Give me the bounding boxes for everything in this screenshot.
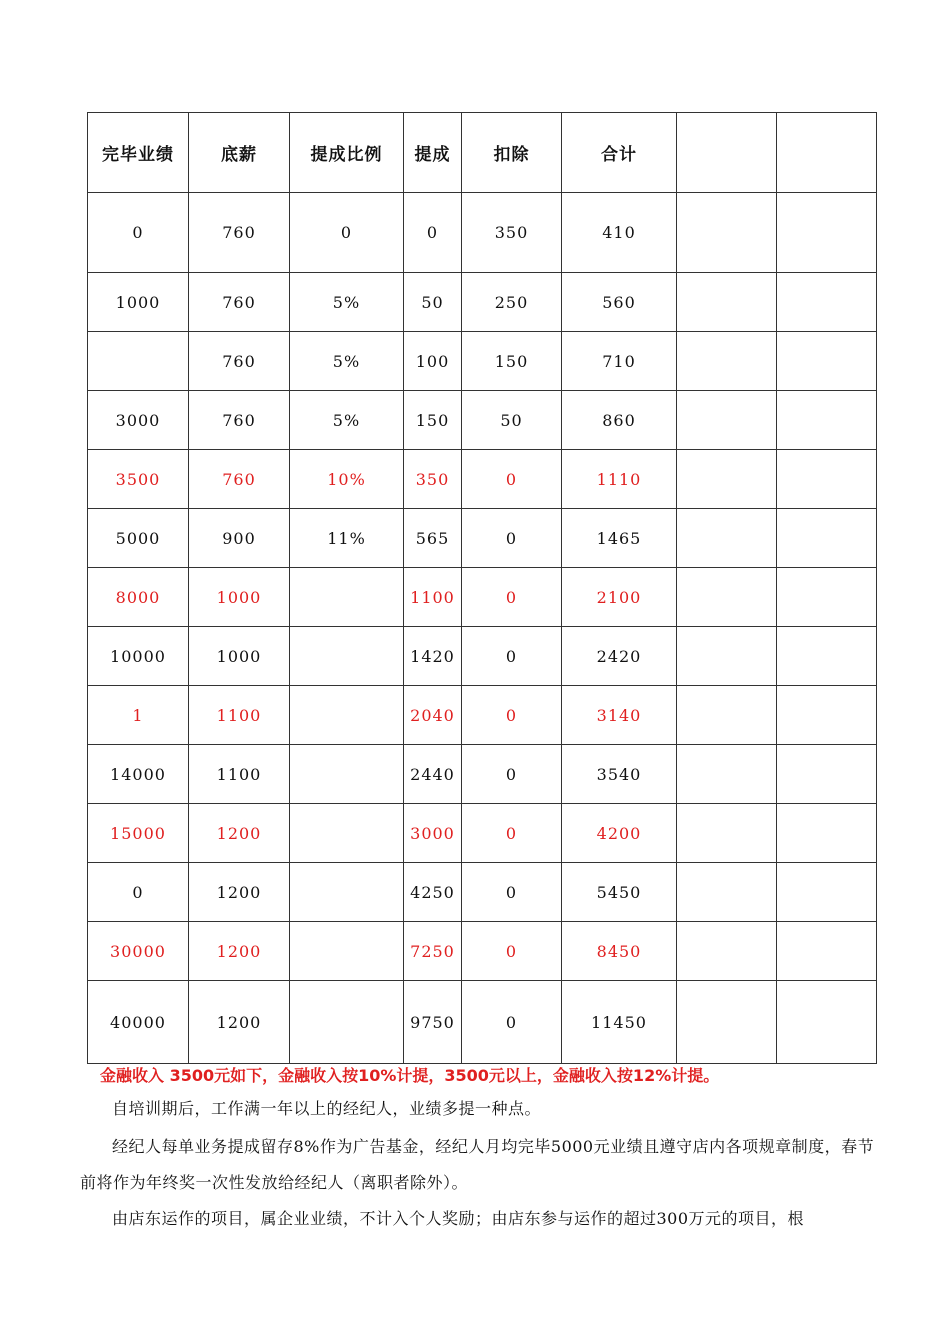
table-cell: 560: [562, 273, 677, 332]
header-completed-performance: 完毕业绩: [88, 113, 189, 193]
table-cell: 710: [562, 332, 677, 391]
table-cell: [677, 863, 777, 922]
table-cell: 1200: [189, 981, 290, 1064]
note-paragraph-ad-fund: 经纪人每单业务提成留存8%作为广告基金，经纪人月均完毕5000元业绩且遵守店内各项规章制度，春节前将作为年终奖一次性发放给经纪人（离职者除外）。: [80, 1137, 875, 1192]
table-cell: 5450: [562, 863, 677, 922]
table-cell: [777, 193, 877, 273]
table-cell: 0: [88, 863, 189, 922]
table-cell: 3000: [88, 391, 189, 450]
table-cell: 1000: [88, 273, 189, 332]
commission-table: [87, 112, 877, 1064]
table-header-row: [88, 113, 877, 193]
table-cell: 5%: [290, 332, 404, 391]
table-cell: 410: [562, 193, 677, 273]
table-cell: 760: [189, 450, 290, 509]
table-cell: 1200: [189, 863, 290, 922]
table-cell: 1465: [562, 509, 677, 568]
table-cell: [777, 450, 877, 509]
table-row: [88, 391, 877, 450]
table-cell: [777, 804, 877, 863]
note-paragraph-store-owner: 由店东运作的项目，属企业业绩，不计入个人奖励；由店东参与运作的超过300万元的项目，根: [112, 1209, 805, 1228]
header-total: 合计: [562, 113, 677, 193]
table-row: [88, 863, 877, 922]
header-commission: 提成: [404, 113, 462, 193]
table-cell: 3500: [88, 450, 189, 509]
table-cell: 0: [88, 193, 189, 273]
table-cell: 0: [462, 745, 562, 804]
table-cell: 11%: [290, 509, 404, 568]
header-deduction: 扣除: [462, 113, 562, 193]
table-cell: [677, 509, 777, 568]
table-cell: [677, 686, 777, 745]
table-cell: 2420: [562, 627, 677, 686]
table-cell: [290, 804, 404, 863]
table-cell: 1100: [189, 745, 290, 804]
table-cell: 2100: [562, 568, 677, 627]
table-row: [88, 273, 877, 332]
table-cell: 860: [562, 391, 677, 450]
table-cell: [677, 627, 777, 686]
table-cell: 0: [462, 686, 562, 745]
table-cell: [777, 509, 877, 568]
table-row: [88, 193, 877, 273]
table-cell: 0: [462, 568, 562, 627]
table-cell: 0: [462, 863, 562, 922]
table-cell: 350: [404, 450, 462, 509]
table-cell: [290, 922, 404, 981]
table-cell: 0: [462, 922, 562, 981]
table-cell: 900: [189, 509, 290, 568]
header-empty-1: [677, 113, 777, 193]
table-cell: 1000: [189, 627, 290, 686]
table-cell: 10000: [88, 627, 189, 686]
table-cell: [88, 332, 189, 391]
table-cell: 150: [404, 391, 462, 450]
table-cell: 150: [462, 332, 562, 391]
table-cell: [777, 686, 877, 745]
table-cell: 30000: [88, 922, 189, 981]
table-cell: 14000: [88, 745, 189, 804]
table-cell: 10%: [290, 450, 404, 509]
table-cell: [777, 981, 877, 1064]
table-cell: [290, 568, 404, 627]
table-cell: [677, 391, 777, 450]
table-cell: 1200: [189, 922, 290, 981]
table-cell: 40000: [88, 981, 189, 1064]
table-cell: 0: [462, 804, 562, 863]
table-row: [88, 922, 877, 981]
table-cell: [677, 332, 777, 391]
table-cell: 760: [189, 391, 290, 450]
table-cell: [777, 745, 877, 804]
table-row: [88, 509, 877, 568]
table-cell: 15000: [88, 804, 189, 863]
table-cell: 3540: [562, 745, 677, 804]
table-cell: 7250: [404, 922, 462, 981]
table-row: [88, 686, 877, 745]
table-cell: 1420: [404, 627, 462, 686]
table-cell: 3000: [404, 804, 462, 863]
table-cell: [777, 273, 877, 332]
table-cell: 8450: [562, 922, 677, 981]
table-cell: [677, 450, 777, 509]
table-cell: 5%: [290, 391, 404, 450]
table-cell: 5%: [290, 273, 404, 332]
table-cell: [677, 745, 777, 804]
header-commission-rate: 提成比例: [290, 113, 404, 193]
table-row: [88, 332, 877, 391]
table-cell: [777, 922, 877, 981]
table-cell: 0: [462, 450, 562, 509]
table-cell: 100: [404, 332, 462, 391]
table-cell: [677, 193, 777, 273]
table-row: [88, 568, 877, 627]
table-cell: [677, 981, 777, 1064]
table-cell: [290, 981, 404, 1064]
table-cell: 4200: [562, 804, 677, 863]
table-cell: 4250: [404, 863, 462, 922]
table-cell: [290, 745, 404, 804]
note-paragraph-training: 自培训期后，工作满一年以上的经纪人，业绩多提一种点。: [112, 1099, 542, 1118]
table-cell: 50: [462, 391, 562, 450]
table-cell: 0: [462, 981, 562, 1064]
table-row: [88, 745, 877, 804]
table-cell: 0: [462, 627, 562, 686]
table-cell: [777, 332, 877, 391]
table-cell: [290, 627, 404, 686]
table-cell: 11450: [562, 981, 677, 1064]
table-row: [88, 627, 877, 686]
table-row: [88, 804, 877, 863]
table-cell: 5000: [88, 509, 189, 568]
table-cell: 350: [462, 193, 562, 273]
table-cell: 760: [189, 273, 290, 332]
header-empty-2: [777, 113, 877, 193]
table-cell: 0: [290, 193, 404, 273]
table-cell: 1000: [189, 568, 290, 627]
table-cell: 250: [462, 273, 562, 332]
table-cell: 1100: [189, 686, 290, 745]
table-cell: [677, 922, 777, 981]
table-row: [88, 450, 877, 509]
table-cell: [677, 568, 777, 627]
table-cell: 8000: [88, 568, 189, 627]
table-cell: 1100: [404, 568, 462, 627]
table-cell: 50: [404, 273, 462, 332]
table-cell: [777, 391, 877, 450]
table-cell: 1110: [562, 450, 677, 509]
table-cell: [677, 273, 777, 332]
table-cell: [290, 686, 404, 745]
table-row: [88, 981, 877, 1064]
table-cell: [777, 627, 877, 686]
table-cell: 3140: [562, 686, 677, 745]
header-base-salary: 底薪: [189, 113, 290, 193]
table-cell: 0: [404, 193, 462, 273]
table-cell: [777, 568, 877, 627]
table-cell: 760: [189, 193, 290, 273]
table-cell: 1: [88, 686, 189, 745]
table-cell: 2040: [404, 686, 462, 745]
table-cell: 565: [404, 509, 462, 568]
table-cell: [290, 863, 404, 922]
table-cell: 0: [462, 509, 562, 568]
table-cell: 9750: [404, 981, 462, 1064]
financial-income-note: 金融收入 3500元如下，金融收入按10%计提，3500元以上，金融收入按12%计提。: [100, 1066, 720, 1085]
table-cell: [677, 804, 777, 863]
table-cell: 2440: [404, 745, 462, 804]
table-cell: 760: [189, 332, 290, 391]
table-cell: 1200: [189, 804, 290, 863]
table-cell: [777, 863, 877, 922]
